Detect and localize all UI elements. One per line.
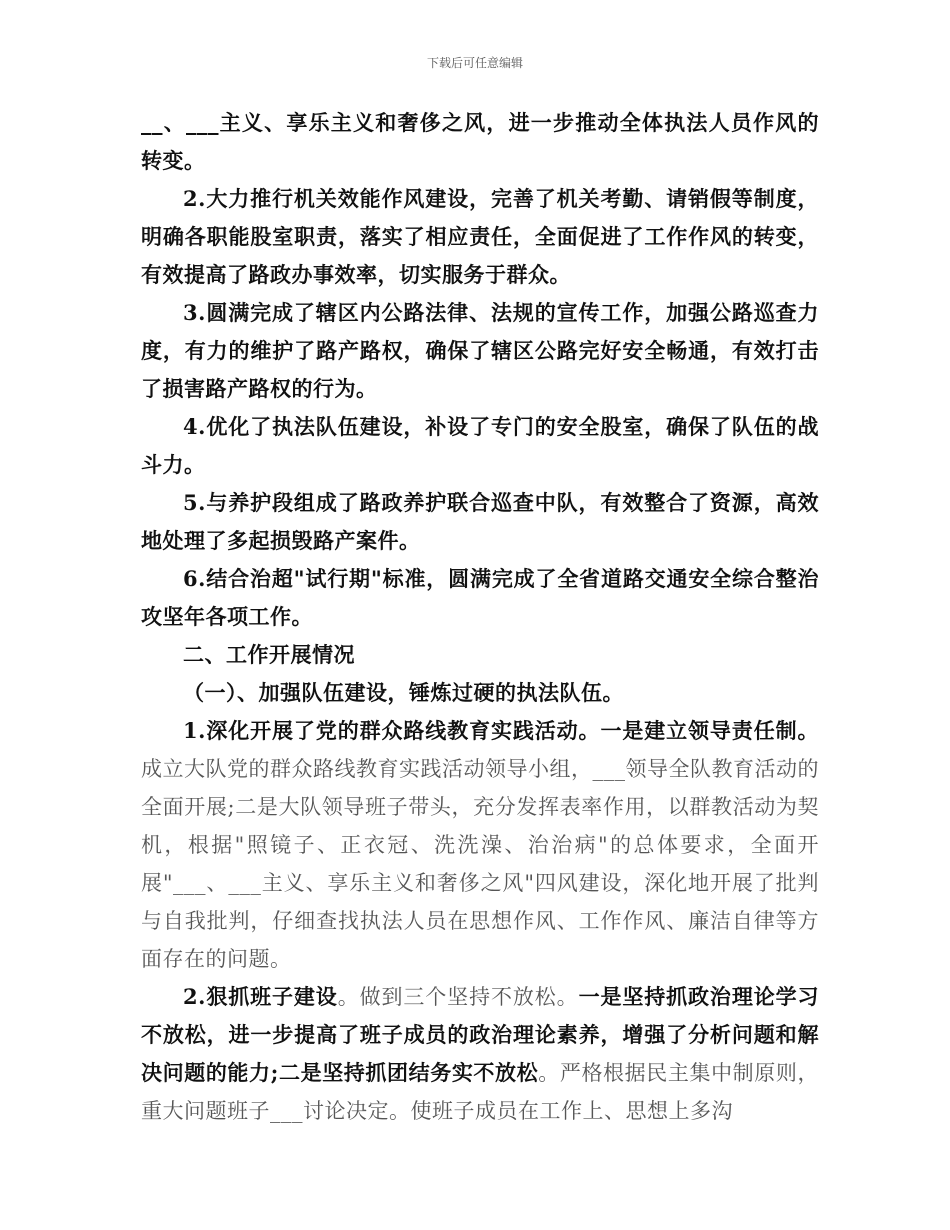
paragraph-text: 。严格根据民主集中制原则，重大问题班子___讨论决定。使班子成员在工作上、思想上多沟 [141, 1061, 819, 1123]
paragraph-text: 。做到三个坚持不放松。 [337, 985, 579, 1009]
subsection-heading [141, 674, 819, 712]
paragraph [141, 484, 819, 560]
section-heading [141, 636, 819, 674]
paragraph [141, 560, 819, 636]
paragraph-text: 成立大队党的群众路线教育实践活动领导小组，___领导全队教育活动的全面开展;二是大队领导班子带头，充分发挥表率作用，以群教活动为契机，根据"照镜子、正衣冠、洗洗澡、治治病"的总体要求，全面开展"___、___主义、享乐主义和奢侈之风"四风建设，深化地开展了批判与自我批判，仔细查找执法人员在思想作风、工作作风、廉洁自律等方面存在的问题。 [141, 757, 819, 971]
paragraph-text: 2.大力推行机关效能作风建设，完善了机关考勤、请销假等制度，明确各职能股室职责，落实了相应责任，全面促进了工作作风的转变，有效提高了路政办事效率，切实服务于群众。 [141, 186, 819, 287]
page-header: 下载后可任意编辑 [426, 56, 523, 70]
paragraph-text: 6.结合治超"试行期"标准，圆满完成了全省道路交通安全综合整治攻坚年各项工作。 [141, 566, 819, 629]
paragraph [141, 180, 819, 294]
paragraph-text: 3.圆满完成了辖区内公路法律、法规的宣传工作，加强公路巡查力度，有力的维护了路产路权，确保了辖区公路完好安全畅通，有效打击了损害路产路权的行为。 [141, 300, 819, 401]
paragraph [141, 712, 819, 978]
paragraph [141, 104, 819, 180]
heading-text: 二、工作开展情况 [183, 642, 355, 667]
paragraph-lead: 2.狠抓班子建设 [183, 984, 338, 1009]
paragraph [141, 294, 819, 408]
paragraph-lead: 1.深化开展了党的群众路线教育实践活动。一是建立领导责任制。 [183, 718, 819, 743]
paragraph-text: 5.与养护段组成了路政养护联合巡查中队，有效整合了资源，高效地处理了多起损毁路产案件。 [141, 490, 819, 553]
paragraph [141, 978, 819, 1130]
document-body [141, 104, 819, 1130]
heading-text: （一）、加强队伍建设，锤炼过硬的执法队伍。 [183, 680, 624, 705]
paragraph-text: 4.优化了执法队伍建设，补设了专门的安全股室，确保了队伍的战斗力。 [141, 414, 819, 477]
paragraph-text-bold: 一是坚持抓政治理论学习不放松，进一步提高了班子成员的政治理论素养，增强了分析问题和解决问题的能力;二是坚持抓团结务实不放松 [141, 984, 820, 1085]
paragraph-text: __、___主义、享乐主义和奢侈之风，进一步推动全体执法人员作风的转变。 [141, 110, 819, 173]
paragraph [141, 408, 819, 484]
